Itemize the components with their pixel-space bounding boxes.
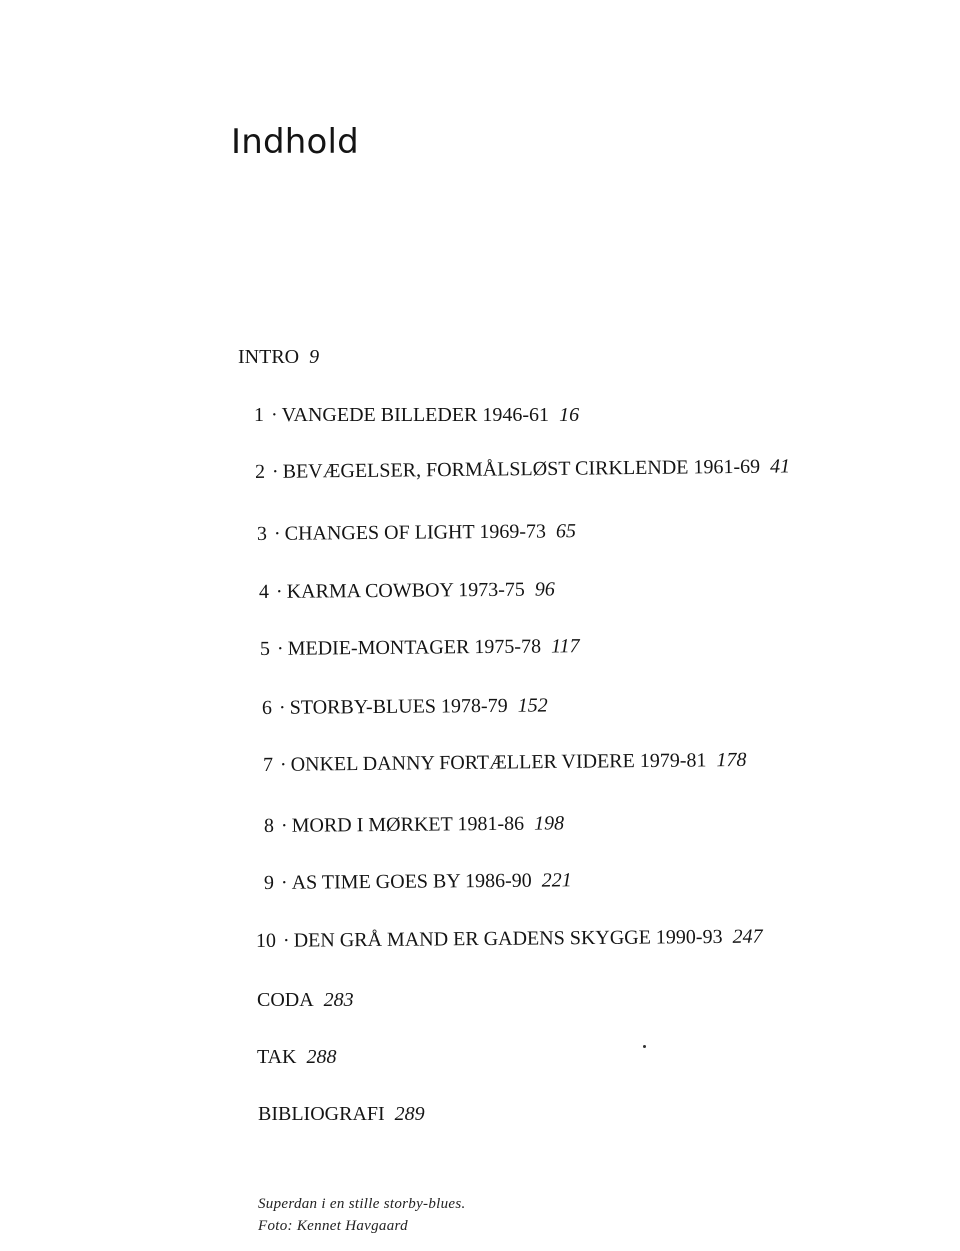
toc-entry-bibliografi	[258, 1104, 425, 1124]
photo-caption	[258, 1193, 466, 1237]
chapter-number: 5	[259, 637, 271, 660]
chapter-number: 7	[262, 753, 274, 776]
entry-label: MEDIE-MONTAGER 1975-78	[287, 635, 542, 660]
entry-page-number: 221	[541, 869, 572, 892]
entry-page-number: 96	[534, 578, 555, 601]
entry-page-number: 289	[394, 1103, 425, 1125]
entry-page-number: 41	[769, 455, 791, 478]
toc-entry-chapter-8	[264, 813, 564, 836]
entry-label: AS TIME GOES BY 1986-90	[291, 869, 532, 894]
entry-page-number: 65	[555, 520, 577, 543]
entry-page-number: 283	[323, 989, 354, 1011]
entry-page-number: 152	[517, 694, 548, 717]
toc-entry-coda	[257, 990, 354, 1010]
entry-label: BEVÆGELSER, FORMÅLSLØST CIRKLENDE 1961-69	[282, 455, 761, 483]
toc-entry-chapter-2	[255, 456, 790, 482]
entry-page-number: 16	[559, 404, 580, 426]
entry-label: VANGEDE BILLEDER 1946-61	[281, 404, 550, 426]
separator-dot: ·	[282, 929, 290, 952]
chapter-number: 2	[254, 460, 266, 483]
entry-label: STORBY-BLUES 1978-79	[289, 694, 508, 719]
entry-page-number: 9	[309, 346, 320, 368]
stray-mark	[643, 1045, 646, 1048]
entry-page-number: 178	[716, 748, 747, 772]
entry-page-number: 117	[550, 635, 580, 658]
separator-dot: ·	[273, 522, 281, 545]
entry-label: MORD I MØRKET 1981-86	[291, 812, 525, 837]
toc-entry-chapter-9	[264, 870, 572, 893]
entry-label: DEN GRÅ MAND ER GADENS SKYGGE 1990-93	[293, 925, 723, 952]
photo-credit: Foto: Kennet Havgaard	[258, 1218, 408, 1234]
entry-label: CHANGES OF LIGHT 1969-73	[284, 520, 547, 545]
separator-dot: ·	[280, 871, 288, 894]
toc-entry-chapter-7	[263, 750, 747, 775]
caption-line: Superdan i en stille storby-blues.	[258, 1196, 466, 1212]
separator-dot: ·	[279, 753, 287, 776]
entry-page-number: 247	[732, 925, 763, 948]
chapter-number: 10	[255, 929, 277, 952]
toc-entry-chapter-10	[256, 927, 763, 951]
entry-label: TAK	[257, 1046, 297, 1068]
chapter-number: 6	[261, 696, 273, 719]
entry-label: CODA	[257, 989, 314, 1011]
toc-entry-chapter-3	[257, 521, 576, 544]
toc-entry-chapter-5	[260, 636, 580, 659]
toc-entry-intro	[238, 347, 319, 367]
entry-label: INTRO	[238, 346, 300, 368]
toc-entry-chapter-1	[254, 405, 579, 425]
chapter-number: 9	[263, 871, 275, 894]
page-title: Indhold	[231, 122, 359, 162]
entry-label: ONKEL DANNY FORTÆLLER VIDERE 1979-81	[290, 749, 707, 776]
entry-label: KARMA COWBOY 1973-75	[286, 578, 525, 603]
entry-page-number: 198	[533, 812, 565, 835]
toc-entry-chapter-6	[262, 696, 548, 718]
separator-dot: ·	[271, 460, 279, 483]
separator-dot: ·	[280, 814, 288, 837]
separator-dot: ·	[275, 580, 283, 603]
separator-dot: ·	[276, 637, 284, 660]
chapter-number: 3	[256, 522, 268, 545]
entry-page-number: 288	[306, 1046, 337, 1068]
chapter-number: 8	[263, 814, 275, 837]
chapter-number: 4	[258, 580, 270, 603]
entry-label: BIBLIOGRAFI	[258, 1103, 385, 1125]
toc-entry-tak	[257, 1047, 337, 1067]
separator-dot: ·	[278, 696, 286, 719]
separator-dot: ·	[271, 404, 278, 426]
chapter-number: 1	[254, 404, 264, 426]
toc-entry-chapter-4	[259, 579, 555, 602]
